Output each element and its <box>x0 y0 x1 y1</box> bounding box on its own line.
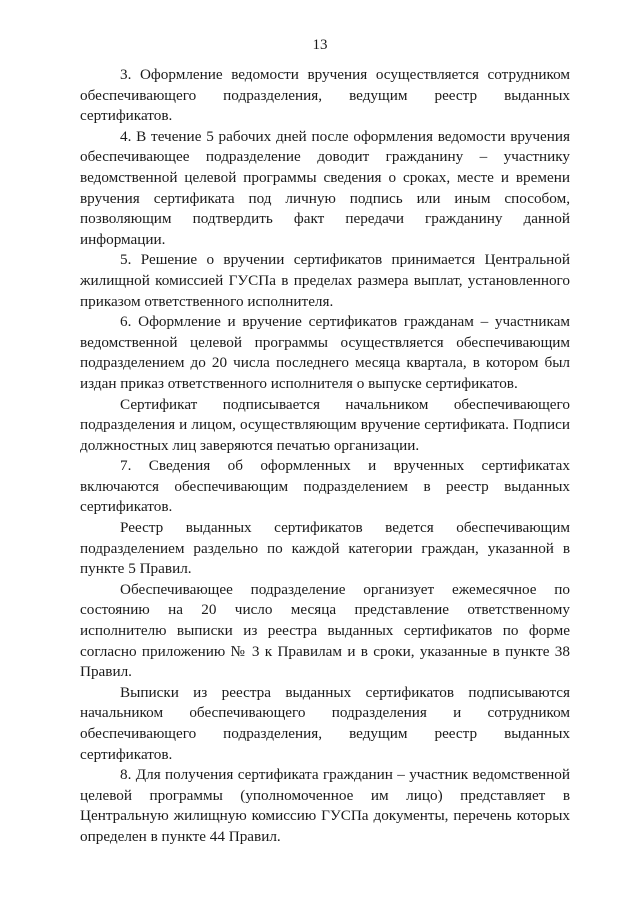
document-body <box>80 65 570 848</box>
page-number: 13 <box>312 37 328 53</box>
paragraph-item-6: 6. Оформление и вручение сертификатов гражданам – участникам ведомственной целевой программы осуществляется обеспечивающим подразделением до 20 числа последнего месяца квартала, в котором был издан приказ ответственного исполнителя о выпуске сертификатов. <box>80 313 570 392</box>
paragraph-monthly-extract: Обеспечивающее подразделение организует ежемесячное по состоянию на 20 число месяца представление ответственному исполнителю выписки из реестра выданных сертификатов по форме согласно приложению № 3 к Правилам и в сроки, указанные в пункте 38 Правил. <box>80 580 570 681</box>
paragraph-registry: Реестр выданных сертификатов ведется обеспечивающим подразделением раздельно по каждой категории граждан, указанной в пункте 5 Правил. <box>80 519 570 578</box>
paragraph-item-7: 7. Сведения об оформленных и врученных сертификатах включаются обеспечивающим подразделением в реестр выданных сертификатов. <box>80 457 570 516</box>
paragraph-item-3: 3. Оформление ведомости вручения осуществляется сотрудником обеспечивающего подразделения, ведущим реестр выданных сертификатов. <box>80 66 570 125</box>
paragraph-certificate-signing: Сертификат подписывается начальником обеспечивающего подразделения и лицом, осуществляющим вручение сертификата. Подписи должностных лиц заверяются печатью организации. <box>80 395 570 454</box>
paragraph-item-4: 4. В течение 5 рабочих дней после оформления ведомости вручения обеспечивающее подразделение доводит гражданину – участнику ведомственной целевой программы сведения о сроках, месте и времени вручения сертификата под личную подпись или иным способом, позволяющим подтвердить факт передачи гражданину данной информации. <box>80 127 570 248</box>
paragraph-item-8: 8. Для получения сертификата гражданин – участник ведомственной целевой программы (уполномоченное им лицо) представляет в Центральную жилищную комиссию ГУСПа документы, перечень которых определен в пункте 44 Правил. <box>80 766 570 845</box>
paragraph-item-5: 5. Решение о вручении сертификатов принимается Центральной жилищной комиссией ГУСПа в пределах размера выплат, установленного приказом ответственного исполнителя. <box>80 251 570 310</box>
paragraph-extract-signing: Выписки из реестра выданных сертификатов подписываются начальником обеспечивающего подразделения и сотрудником обеспечивающего подразделения, ведущим реестр выданных сертификатов. <box>80 683 570 763</box>
